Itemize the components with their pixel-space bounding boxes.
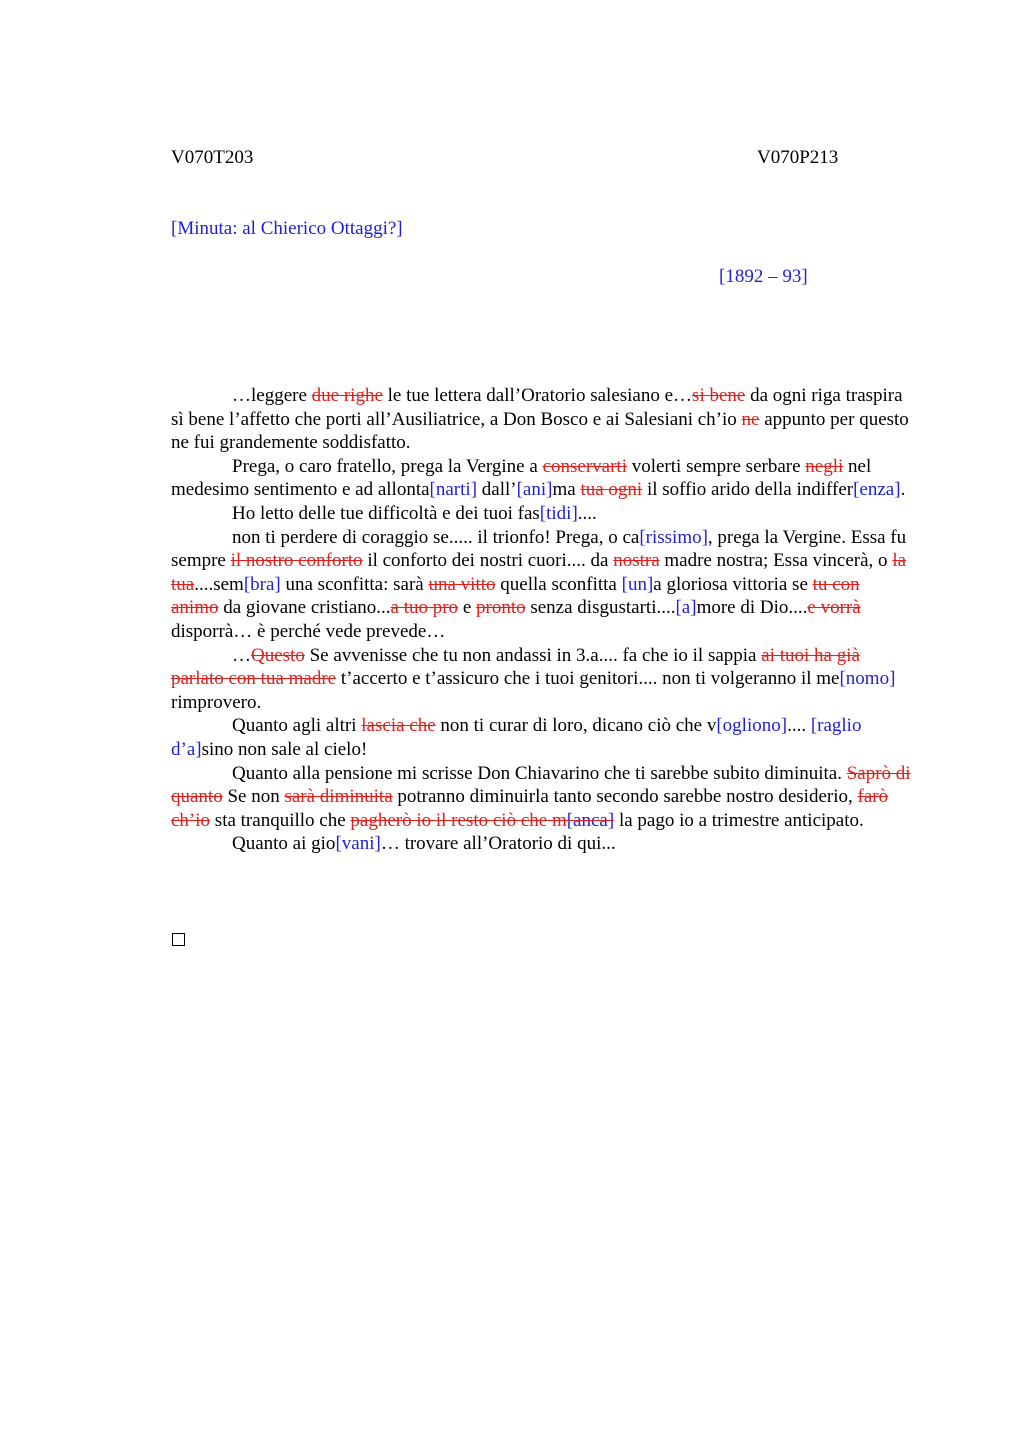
text-segment: Se non [222,786,285,808]
paragraph [171,832,911,856]
text-segment: nel medesimo sentimento e ad allonta [171,455,872,501]
text-segment: la pago io a trimestre anticipato. [614,809,864,831]
text-segment: disporrà… è perché vede prevede… [171,620,446,642]
deleted-text: tua ogni [580,479,643,501]
text-segment: sta tranquillo che [210,809,351,831]
text-segment: appunto per questo ne fui grandemente soddisfatto. [171,408,909,454]
deleted-text: conservarti [542,455,627,477]
text-segment: il conforto dei nostri cuori.... da [362,550,614,572]
deleted-text: farò ch’io [171,786,889,831]
text-segment: .... [787,715,811,737]
deleted-text: Saprò di quanto [171,762,911,808]
text-segment: potranno diminuirla tanto secondo sarebbe nostro desiderio, [392,786,858,808]
text-segment: le tue lettera dall’Oratorio salesiano e… [382,385,693,406]
document-date: [1892 – 93] [719,266,808,287]
text-segment: il soffio arido della indiffer [642,479,854,501]
editorial-integration: [ogliono] [716,715,788,737]
text-segment: .... [577,502,597,524]
text-segment: quella sconfitta [495,573,622,595]
paragraph [171,714,911,761]
editorial-integration: [enza] [853,479,901,501]
text-segment: ....sem [194,573,244,595]
deleted-text: pronto [476,597,526,619]
text-segment: a gloriosa vittoria se [653,573,813,595]
document-title: [Minuta: al Chierico Ottaggi?] [171,218,403,239]
text-segment: t’accerto e t’assicuro che i tuoi genitori.... non ti volgeranno il me [336,668,840,690]
paragraph [171,526,911,644]
paragraph [171,455,911,502]
editorial-integration: [tidi] [539,502,578,524]
editorial-integration: [vani] [335,833,381,855]
editorial-integration: [rissimo] [639,526,708,548]
text-segment: more di Dio.... [696,597,808,619]
text-segment: Quanto ai gio [232,833,336,855]
text-segment: . [900,479,906,501]
deleted-text: due righe [311,385,383,406]
deleted-text: la tua [171,550,907,595]
editorial-integration: [nomo] [839,668,896,690]
deleted-text: sarà diminuita [284,786,393,808]
document-code-left: V070T203 [171,147,254,168]
paragraph [171,502,911,526]
text-segment: … [232,644,251,666]
text-segment: e [458,597,476,619]
deleted-text: Questo [251,644,305,666]
paragraph [171,644,911,715]
deleted-editorial-integration: [anca] [566,809,615,831]
text-segment: sino non sale al cielo! [201,738,368,760]
text-segment: volerti sempre serbare [626,455,806,477]
deleted-text: tu con animo [171,573,860,619]
letter-body [171,384,911,856]
text-segment: dall’ [477,479,517,501]
deleted-text: negli [805,455,844,477]
text-segment: madre nostra; Essa vincerà, o [659,550,893,572]
editorial-integration: [bra] [243,573,281,595]
text-segment: Ho letto delle tue difficoltà e dei tuoi fas [232,502,540,524]
paragraph [171,762,911,833]
deleted-text: ne [741,408,760,430]
editorial-integration: [raglio d’a] [171,715,862,760]
deleted-text: il nostro conforto [230,550,363,572]
text-segment: da ogni riga traspira sì bene l’affetto che porti all’Ausiliatrice, a Don Bosco e ai Salesiani ch’io [171,385,903,430]
document-code-right: V070P213 [757,147,839,168]
text-segment: senza disgustarti.... [525,597,676,619]
text-segment: Quanto alla pensione mi scrisse Don Chiavarino che ti sarebbe subito diminuita. [232,762,847,784]
text-segment: … trovare all’Oratorio di qui... [380,833,616,855]
text-segment: Quanto agli altri [232,715,362,737]
end-of-document-box-icon [172,933,185,946]
text-segment: una sconfitta: sarà [280,573,429,595]
editorial-integration: [a] [675,597,697,619]
deleted-text: ai tuoi ha già parlato con tua madre [171,644,860,690]
text-segment: , prega la Vergine. Essa fu sempre [171,526,907,572]
deleted-text: a tuo pro [390,597,459,619]
paragraph [171,384,911,455]
deleted-text: nostra [613,550,660,572]
deleted-text: si bene [692,385,746,406]
deleted-text: e vorrà [807,597,861,619]
text-segment: …leggere [232,385,312,406]
text-segment: ma [552,479,581,501]
text-segment: da giovane cristiano... [218,597,391,619]
text-segment: Prega, o caro fratello, prega la Vergine a [232,455,543,477]
deleted-text: una vitto [428,573,496,595]
editorial-integration: [narti] [429,479,478,501]
editorial-integration: [ani] [516,479,553,501]
text-segment: rimprovero. [171,691,262,713]
deleted-text: lascia che [361,715,436,737]
deleted-text: pagherò io il resto ciò che m [350,809,567,831]
editorial-integration: [un] [621,573,654,595]
text-segment: non ti perdere di coraggio se..... il trionfo! Prega, o ca [232,526,640,548]
text-segment: Se avvenisse che tu non andassi in 3.a.... fa che io il sappia [304,644,762,666]
text-segment: non ti curar di loro, dicano ciò che v [435,715,717,737]
